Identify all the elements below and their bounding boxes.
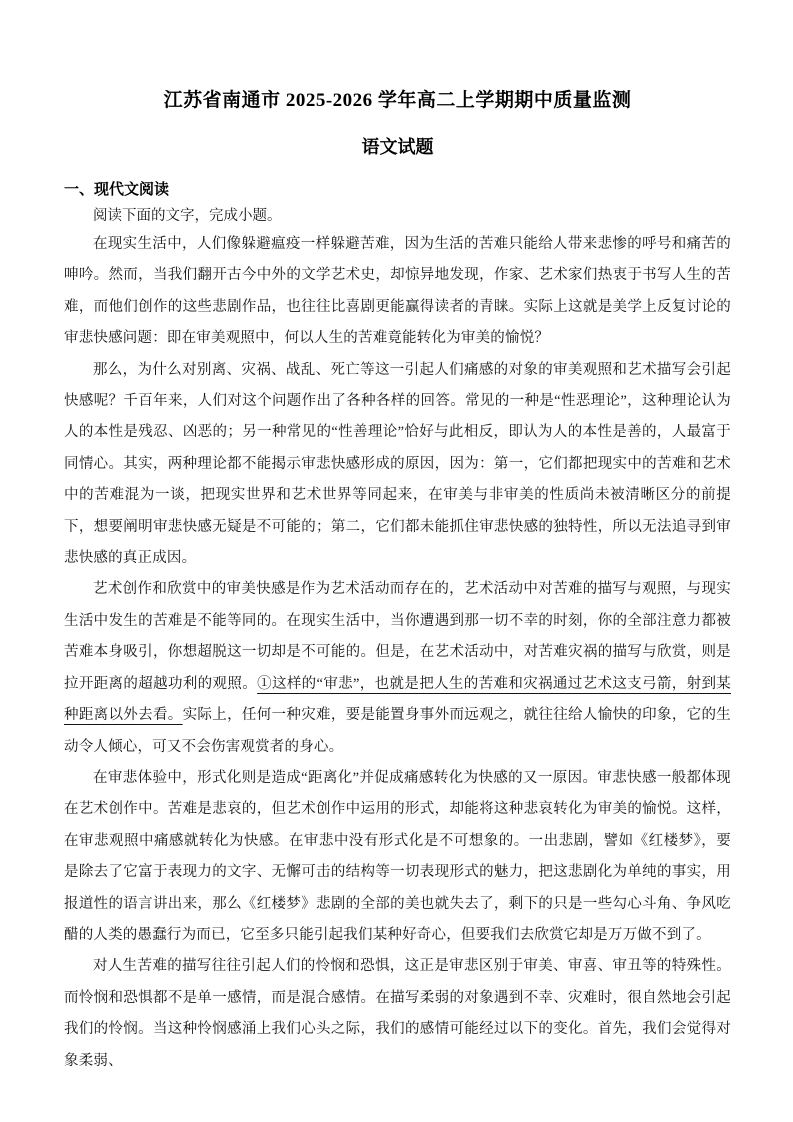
- section-heading-modern-text-reading: 一、现代文阅读: [64, 182, 170, 198]
- body-paragraph-3: [64, 574, 731, 762]
- reading-instruction: 阅读下面的文字，完成小题。: [93, 208, 282, 224]
- document-subtitle: 语文试题: [361, 137, 434, 157]
- body-paragraph-2: 那么，为什么对别离、灾祸、战乱、死亡等这一引起人们痛感的对象的审美观照和艺术描写会引起快感呢？千百年来，人们对这个问题作出了各种各样的回答。常见的一种是“性恶理论”，这种理论认为人的本性是残忍、凶恶的；另一种常见的“性善理论”恰好与此相反，即认为人的本性是善的，人最富于同情心。其实，两种理论都不能揭示审悲快感形成的原因，因为：第一，它们都把现实中的苦难和艺术中的苦难混为一谈，把现实世界和艺术世界等同起来，在审美与非审美的性质尚未被清晰区分的前提下，想要阐明审悲快感无疑是不可能的；第二，它们都未能抓住审悲快感的独特性，所以无法追寻到审悲快感的真正成因。: [64, 361, 731, 567]
- document-title: 江苏省南通市 2025-2026 学年高二上学期期中质量监测: [163, 90, 632, 111]
- underlined-passage-1: ①这样的“审悲”，也就是把人生的苦难和灾祸通过艺术这支弓箭，射到某种距离以外去看。: [64, 675, 732, 724]
- body-paragraph-4: 在审悲体验中，形式化则是造成“距离化”并促成痛感转化为快感的又一原因。审悲快感一般都体现在艺术创作中。苦难是悲哀的，但艺术创作中运用的形式，却能将这种悲哀转化为审美的愉悦。这样，在审悲观照中痛感就转化为快感。在审悲中没有形式化是不可想象的。一出悲剧，譬如《红楼梦》，要是除去了它富于表现力的文字、无懈可击的结构等一切表现形式的魅力，把这悲剧化为单纯的事实，用报道性的语言讲出来，那么《红楼梦》悲剧的全部的美也就失去了，剩下的只是一些勾心斗角、争风吃醋的人类的愚蠢行为而已，它至多只能引起我们某种好奇心，但要我们去欣赏它却是万万做不到了。: [64, 769, 731, 943]
- body-paragraph-5: 对人生苦难的描写往往引起人们的怜悯和恐惧，这正是审悲区别于审美、审喜、审丑等的特殊性。而怜悯和恐惧都不是单一感情，而是混合感情。在描写柔弱的对象遇到不幸、灾难时，很自然地会引起我们的怜悯。当这种怜悯感涌上我们心头之际，我们的感情可能经过以下的变化。首先，我们会觉得对象柔弱、: [64, 958, 731, 1069]
- paragraph-3-tail-text: 实际上，任何一种灾难，要是能置身事外而远观之，就往往给人愉快的印象，它的生动令人倾心，可又不会伤害观赏者的身心。: [64, 707, 731, 755]
- body-paragraph-1: 在现实生活中，人们像躲避瘟疫一样躲避苦难，因为生活的苦难只能给人带来悲惨的呼号和痛苦的呻吟。然而，当我们翻开古今中外的文学艺术史，却惊异地发现，作家、艺术家们热衷于书写人生的苦难，而他们创作的这些悲剧作品，也往往比喜剧更能赢得读者的青睐。实际上这就是美学上反复讨论的审悲快感问题：即在审美观照中，何以人生的苦难竟能转化为审美的愉悦？: [64, 236, 731, 347]
- paragraph-3-lead-text: 艺术创作和欣赏中的审美快感是作为艺术活动而存在的，艺术活动中对苦难的描写与观照，与现实生活中发生的苦难是不能等同的。在现实生活中，当你遭遇到那一切不幸的时刻，你的全部注意力都被苦难本身吸引，你想超脱这一切却是不可能的。但是，在艺术活动中，对苦难灾祸的描写与欣赏，则是拉开距离的超越功利的观照。: [64, 581, 731, 692]
